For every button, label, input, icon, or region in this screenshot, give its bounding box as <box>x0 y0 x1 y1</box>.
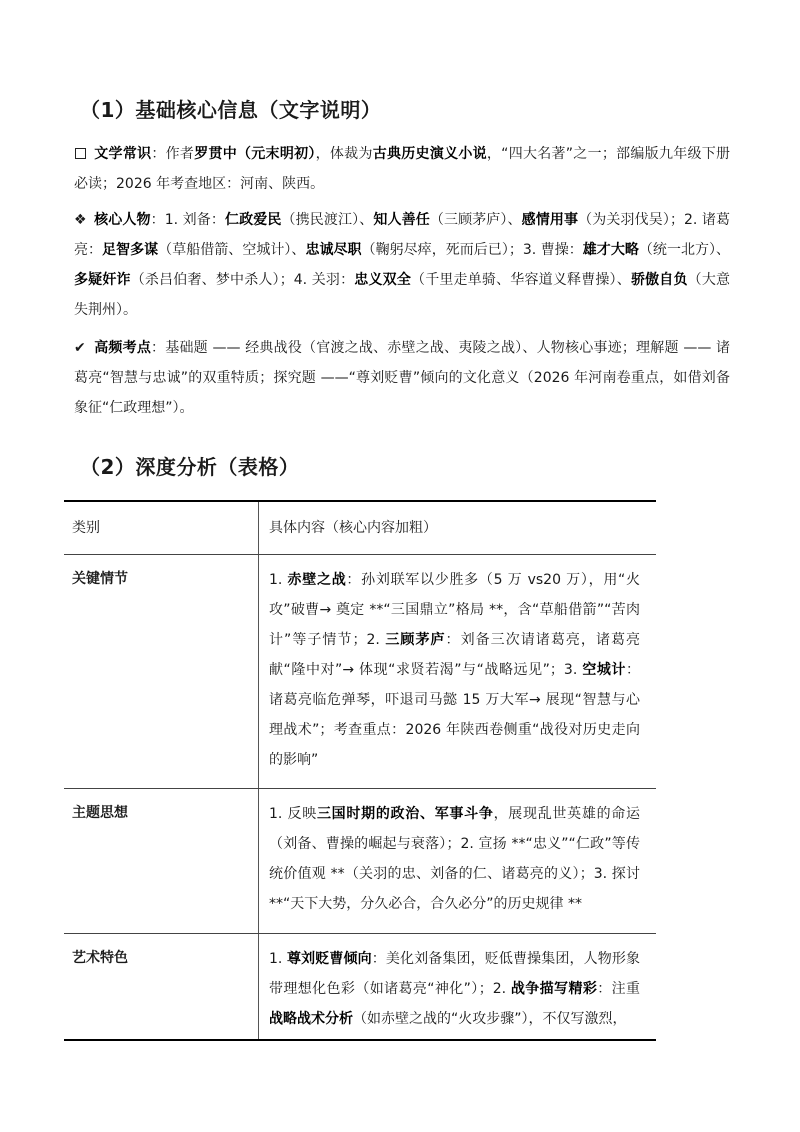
header-category: 类别 <box>64 501 259 555</box>
section2-heading: （2）深度分析（表格） <box>80 455 300 479</box>
literary-knowledge-paragraph: 文学常识：作者罗贯中（元末明初），体裁为古典历史演义小说，“四大名著”之一；部编版九年级下册必读；2026 年考查地区：河南、陕西。 <box>74 146 731 192</box>
analysis-table <box>64 500 656 1041</box>
section1-heading: （1）基础核心信息（文字说明） <box>80 98 382 122</box>
row-category: 主题思想 <box>72 805 128 821</box>
row-content: 1. 反映三国时期的政治、军事斗争，展现乱世英雄的命运（刘备、曹操的崛起与衰落）；2. 宣扬 **“忠义”“仁政”等传统价值观 **（关羽的忠、刘备的仁、诸葛亮的义）；3. 探讨 **“天下大势，分久必合，合久必分”的历史规律 ** <box>269 806 641 912</box>
header-content: 具体内容（核心内容加粗） <box>259 501 657 555</box>
literary-label: 文学常识 <box>94 146 152 162</box>
row-content: 1. 尊刘贬曹倾向：美化刘备集团，贬低曹操集团，人物形象带理想化色彩（如诸葛亮“神化”）；2. 战争描写精彩：注重战略战术分析（如赤壁之战的“火攻步骤”），不仅写激烈， <box>269 951 640 1027</box>
author-name: 罗贯中（元末明初） <box>194 146 316 162</box>
table-header-row <box>64 501 656 555</box>
checkbox-square-icon <box>75 148 86 159</box>
table-row <box>64 789 656 934</box>
diamond-bullet-icon: ❖ <box>74 212 87 228</box>
exam-label: 高频考点 <box>94 340 152 356</box>
core-characters-paragraph: ❖ 核心人物：1. 刘备：仁政爱民（携民渡江）、知人善任（三顾茅庐）、感情用事（为关羽伐吴）；2. 诸葛亮：足智多谋（草船借箭、空城计）、忠诚尽职（鞠躬尽瘁，死而后已）；3. 曹操：雄才大略（统一北方）、多疑奸诈（杀吕伯奢、梦中杀人）；4. 关羽：忠义双全（千里走单骑、华容道义释曹操）、骄傲自负（大意失荆州）。 <box>74 205 730 325</box>
genre: 古典历史演义小说 <box>372 146 487 162</box>
row-category: 关键情节 <box>72 571 128 587</box>
row-content: 1. 赤壁之战：孙刘联军以少胜多（5 万 vs20 万），用“火攻”破曹→ 奠定 **“三国鼎立”格局 **，含“草船借箭”“苦肉计”等子情节；2. 三顾茅庐：刘备三次请诸葛亮，诸葛亮献“隆中对”→ 体现“求贤若渴”与“战略远见”；3. 空城计：诸葛亮临危弹琴，吓退司马懿 15 万大军→ 展现“智慧与心理战术”；考查重点：2026 年陕西卷侧重“战役对历史走向的影响” <box>269 572 641 768</box>
row-category: 艺术特色 <box>72 950 128 966</box>
table-row <box>64 555 656 789</box>
exam-points-paragraph: ✔ 高频考点：基础题 —— 经典战役（官渡之战、赤壁之战、夷陵之战）、人物核心事迹；理解题 —— 诸葛亮“智慧与忠诚”的双重特质；探究题 ——“尊刘贬曹”倾向的文化意义（2026 年河南卷重点，如借刘备象征“仁政理想”）。 <box>74 333 730 423</box>
checkmark-icon: ✔ <box>74 340 86 356</box>
characters-label: 核心人物 <box>94 212 151 228</box>
table-row <box>64 934 656 1041</box>
